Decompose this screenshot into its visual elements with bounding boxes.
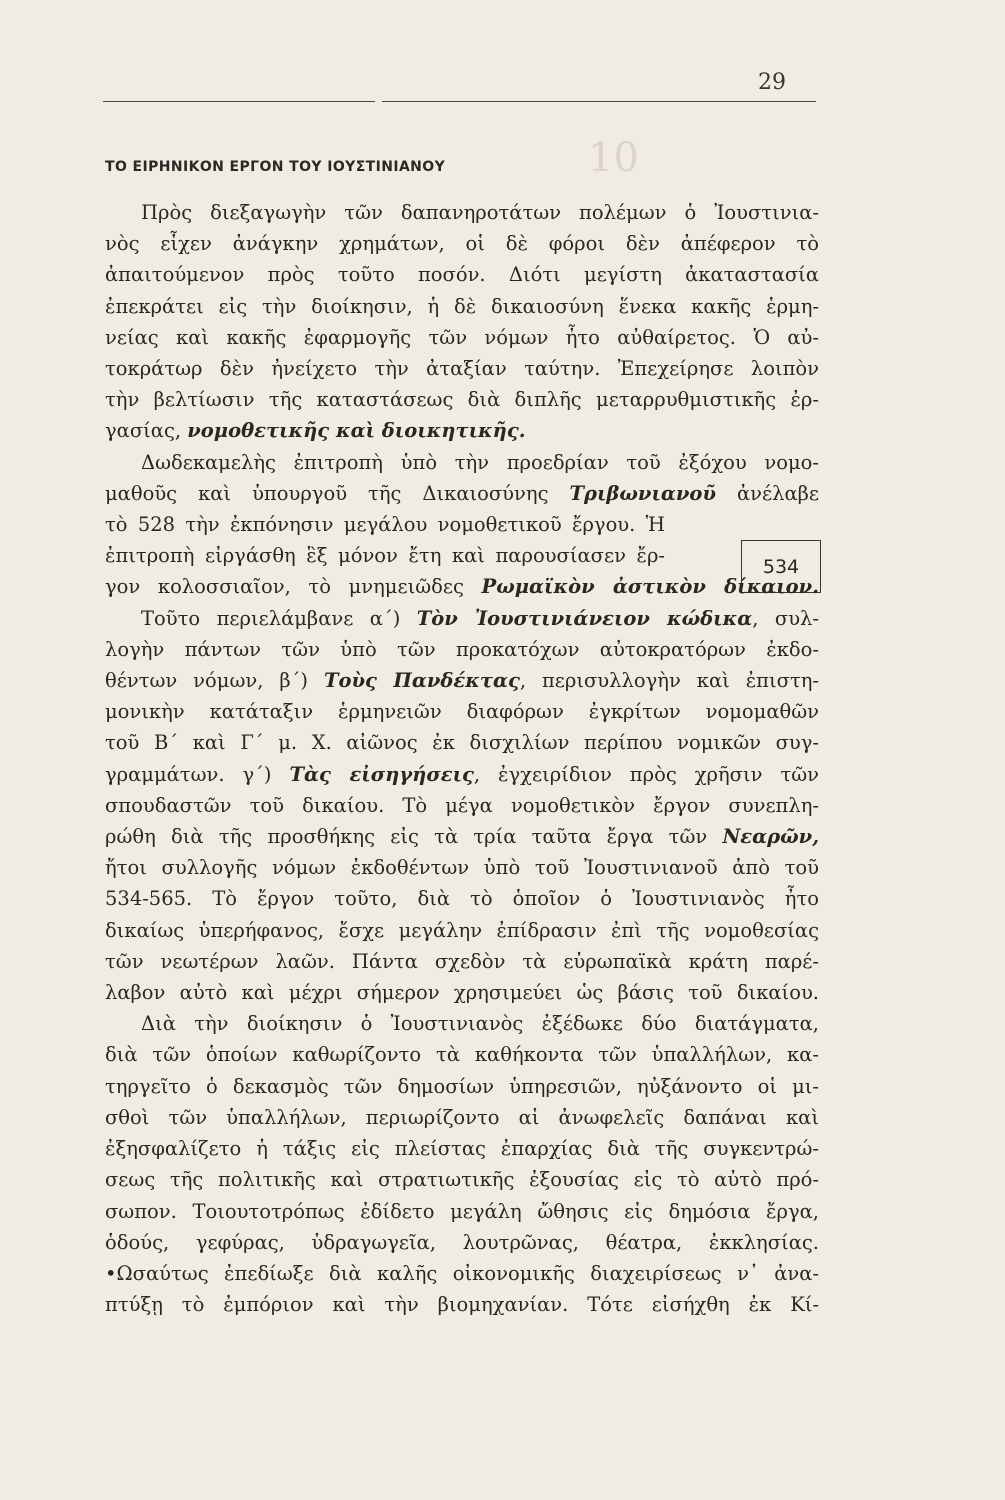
text-line-plain: γραμμάτων. γ΄) bbox=[105, 762, 290, 786]
page-number: 29 bbox=[758, 70, 786, 95]
emphasized-term: Νεαρῶν, bbox=[722, 825, 819, 849]
text-line bbox=[105, 571, 819, 602]
text-line: σεως τῆς πολιτικῆς καὶ στρατιωτικῆς ἐξουσίας εἰς τὸ αὐτὸ πρό- bbox=[105, 1168, 819, 1192]
text-line bbox=[105, 665, 819, 696]
emphasized-term: νομοθετικῆς καὶ διοικητικῆς. bbox=[187, 419, 526, 443]
text-line: τηργεῖτο ὁ δεκασμὸς τῶν δημοσίων ὑπηρεσιῶν, ηὐξάνοντο οἱ μι- bbox=[105, 1074, 819, 1098]
text-line bbox=[105, 603, 819, 634]
emphasized-term: Τὰς εἰσηγήσεις bbox=[289, 762, 474, 786]
text-line: Διὰ τὴν διοίκησιν ὁ Ἰουστινιανὸς ἐξέδωκε δύο διατάγματα, bbox=[141, 1012, 819, 1036]
emphasized-term: Τὸν Ἰουστινιάνειον κώδικα bbox=[416, 606, 753, 630]
text-line-plain: θέντων νόμων, β΄) bbox=[105, 669, 324, 693]
text-line: πτύξῃ τὸ ἐμπόριον καὶ τὴν βιομηχανίαν. Τότε εἰσήχθη ἐκ Κί- bbox=[105, 1293, 819, 1317]
text-line bbox=[105, 478, 819, 509]
text-line: Πρὸς διεξαγωγὴν τῶν δαπανηροτάτων πολέμων ὁ Ἰουστινια- bbox=[141, 201, 819, 224]
text-line-plain: , ἐγχειρίδιον πρὸς χρῆσιν τῶν bbox=[473, 762, 819, 786]
text-line: τῶν νεωτέρων λαῶν. Πάντα σχεδὸν τὰ εὐρωπαϊκὰ κράτη παρέ- bbox=[105, 949, 819, 973]
text-line-plain: , περισυλλογὴν καὶ ἐπιστη- bbox=[519, 669, 819, 693]
text-line: νὸς εἶχεν ἀνάγκην χρημάτων, οἱ δὲ φόροι δὲν ἀπέφερον τὸ bbox=[105, 232, 819, 256]
margin-note-year: 534 bbox=[762, 555, 800, 578]
text-line: ἐξησφαλίζετο ἡ τάξις εἰς πλείστας ἐπαρχίας διὰ τῆς συγκεντρώ- bbox=[105, 1137, 819, 1161]
emphasized-term: Ρωμαϊκὸν ἀστικὸν δίκαιον. bbox=[481, 575, 819, 599]
text-line: σωπον. Τοιουτοτρόπως ἐδίδετο μεγάλη ὤθησις εἰς δημόσια ἔργα, bbox=[105, 1199, 819, 1223]
text-line-plain: Τοῦτο περιελάμβανε α΄) bbox=[141, 606, 417, 630]
text-line: ὁδούς, γεφύρας, ὑδραγωγεῖα, λουτρῶνας, θέατρα, ἐκκλησίας. bbox=[105, 1230, 819, 1254]
text-line: τὸ 528 τὴν ἐκπόνησιν μεγάλου νομοθετικοῦ ἔργου. Ἡ bbox=[105, 513, 665, 537]
text-line-plain: μαθοῦς καὶ ὑπουργοῦ τῆς Δικαιοσύνης bbox=[105, 481, 570, 505]
text-line: τοῦ Β΄ καὶ Γ΄ μ. Χ. αἰῶνος ἐκ δισχιλίων περίπου νομικῶν συγ- bbox=[105, 731, 819, 755]
text-line: Δωδεκαμελὴς ἐπιτροπὴ ὑπὸ τὴν προεδρίαν τοῦ ἐξόχου νομο- bbox=[141, 450, 819, 474]
text-line: νείας καὶ κακῆς ἐφαρμογῆς τῶν νόμων ἦτο αὐθαίρετος. Ὁ αὐ- bbox=[105, 325, 819, 349]
text-line: •Ωσαύτως ἐπεδίωξε διὰ καλῆς οἰκονομικῆς διαχειρίσεως ν᾽ ἀνα- bbox=[105, 1261, 819, 1285]
text-line: 534-565. Τὸ ἔργον τοῦτο, διὰ τὸ ὁποῖον ὁ Ἰουστινιανὸς ἦτο bbox=[105, 887, 819, 911]
emphasized-term: Τοὺς Πανδέκτας bbox=[323, 669, 520, 693]
text-line: ἐπιτροπὴ εἰργάσθη ἓξ μόνον ἔτη καὶ παρουσίασεν ἔρ- bbox=[105, 544, 665, 568]
text-line: δικαίως ὑπερήφανος, ἔσχε μεγάλην ἐπίδρασιν ἐπὶ τῆς νομοθεσίας bbox=[105, 918, 819, 942]
body-text bbox=[105, 197, 819, 1320]
emphasized-term: Τριβωνιανοῦ bbox=[569, 481, 716, 505]
text-line bbox=[105, 759, 819, 790]
text-line bbox=[105, 415, 819, 446]
text-line bbox=[105, 821, 819, 852]
text-line: ἐπεκράτει εἰς τὴν διοίκησιν, ἡ δὲ δικαιοσύνη ἕνεκα κακῆς ἑρμη- bbox=[105, 294, 819, 318]
text-line: λογὴν πάντων τῶν ὑπὸ τῶν προκατόχων αὐτοκρατόρων ἐκδο- bbox=[105, 637, 819, 661]
header-rule-right bbox=[382, 101, 816, 102]
text-line-plain: γασίας, bbox=[105, 419, 188, 443]
text-line: ἤτοι συλλογῆς νόμων ἐκδοθέντων ὑπὸ τοῦ Ἰουστινιανοῦ ἀπὸ τοῦ bbox=[105, 856, 819, 880]
text-line: τοκράτωρ δὲν ἠνείχετο τὴν ἀταξίαν ταύτην. Ἐπεχείρησε λοιπὸν bbox=[105, 357, 819, 381]
text-line: μονικὴν κατάταξιν ἑρμηνειῶν διαφόρων ἐγκρίτων νομομαθῶν bbox=[105, 700, 819, 724]
text-line: διὰ τῶν ὁποίων καθωρίζοντο τὰ καθήκοντα τῶν ὑπαλλήλων, κα- bbox=[105, 1043, 819, 1067]
text-line: ἀπαιτούμενον πρὸς τοῦτο ποσόν. Διότι μεγίστη ἀκαταστασία bbox=[105, 263, 819, 287]
chapter-title: ΤΟ ΕΙΡΗΝΙΚΟΝ ΕΡΓΟΝ ΤΟΥ ΙΟΥΣΤΙΝΙΑΝΟΥ bbox=[105, 159, 446, 175]
text-line: τὴν βελτίωσιν τῆς καταστάσεως διὰ διπλῆς μεταρρυθμιστικῆς ἐρ- bbox=[105, 388, 819, 412]
text-line: λαβον αὐτὸ καὶ μέχρι σήμερον χρησιμεύει ὡς βάσις τοῦ δικαίου. bbox=[105, 981, 819, 1005]
text-line-plain: ρώθη διὰ τῆς προσθήκης εἰς τὰ τρία ταῦτα ἔργα τῶν bbox=[105, 825, 723, 849]
watermark-number: 10 bbox=[588, 135, 639, 181]
text-line-plain: γον κολοσσιαῖον, τὸ μνημειῶδες bbox=[105, 575, 482, 599]
text-line: σθοὶ τῶν ὑπαλλήλων, περιωρίζοντο αἱ ἀνωφελεῖς δαπάναι καὶ bbox=[105, 1105, 819, 1129]
header-rule-left bbox=[103, 101, 375, 102]
text-line: σπουδαστῶν τοῦ δικαίου. Τὸ μέγα νομοθετικὸν ἔργον συνεπλη- bbox=[105, 793, 819, 817]
text-line-plain: , συλ- bbox=[752, 606, 819, 630]
text-line-plain: ἀνέλαβε bbox=[715, 481, 819, 505]
